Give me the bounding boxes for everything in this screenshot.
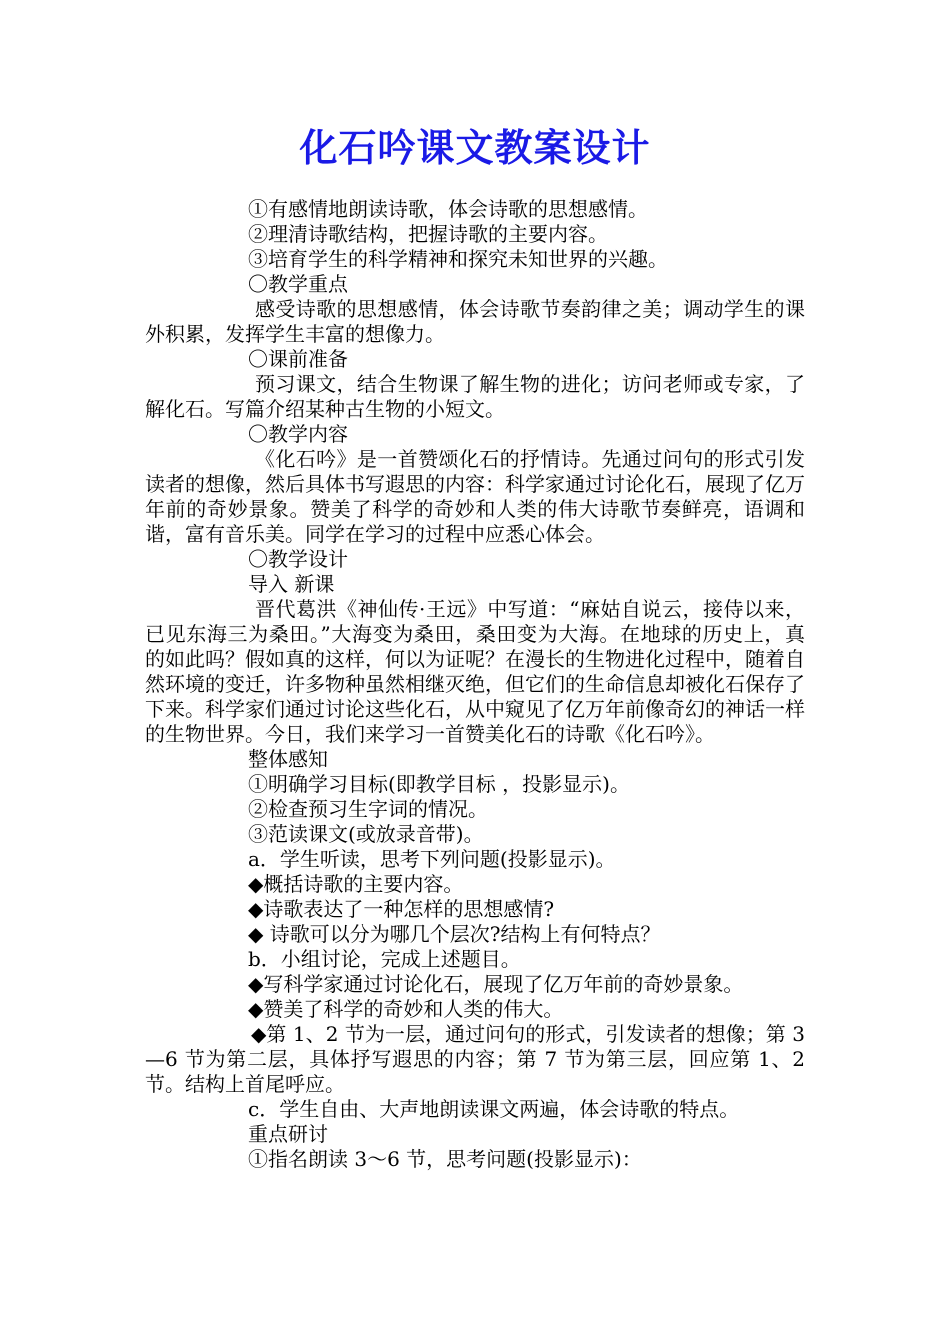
objective-1: ①有感情地朗读诗歌，体会诗歌的思想感情。 <box>248 197 648 221</box>
objective-2: ②理清诗歌结构，把握诗歌的主要内容。 <box>248 222 608 246</box>
content-heading: 〇教学内容 <box>248 422 348 446</box>
overall-item: ③范读课文(或放录音带)。 <box>248 822 484 846</box>
overall-item: ◆ 诗歌可以分为哪几个层次?结构上有何特点？ <box>248 922 661 946</box>
overall-item: ◆赞美了科学的奇妙和人类的伟大。 <box>248 997 564 1021</box>
intro-heading: 导入 新课 <box>248 572 335 596</box>
content-text: 《化石吟》是一首赞颂化石的抒情诗。先通过问句的形式引发读者的想像，然后具体书写遐思的内容：科学家通过讨论化石，展现了亿万年前的奇妙景象。赞美了科学的奇妙和人类的伟大诗歌节奏鲜亮，语调和谐，富有音乐美。同学在学习的过程中应悉心体会。 <box>145 447 805 546</box>
overall-item: ◆概括诗歌的主要内容。 <box>248 872 464 896</box>
overall-item: a．学生听读，思考下列问题(投影显示)。 <box>248 847 616 871</box>
design-heading: 〇教学设计 <box>248 547 348 571</box>
focus-text: 感受诗歌的思想感情，体会诗歌节奏韵律之美；调动学生的课外积累，发挥学生丰富的想像力。 <box>145 297 805 346</box>
document-body <box>145 197 805 1172</box>
focus-heading: 〇教学重点 <box>248 272 348 296</box>
overall-item: b．小组讨论，完成上述题目。 <box>248 947 521 971</box>
step-c: c．学生自由、大声地朗读课文两遍，体会诗歌的特点。 <box>248 1097 740 1121</box>
overall-item: ◆诗歌表达了一种怎样的思想感情? <box>248 897 555 921</box>
key-item-1: ①指名朗读 3～6 节，思考问题(投影显示)： <box>248 1147 642 1171</box>
prep-text: 预习课文，结合生物课了解生物的进化；访问老师或专家，了解化石。写篇介绍某种古生物的小短文。 <box>145 372 805 421</box>
document-title: 化石吟课文教案设计 <box>299 126 651 170</box>
overall-item: ◆写科学家通过讨论化石，展现了亿万年前的奇妙景象。 <box>248 972 744 996</box>
intro-text: 晋代葛洪《神仙传·王远》中写道：“麻姑自说云，接侍以来，已见东海三为桑田。”大海变为桑田，桑田变为大海。在地球的历史上，真的如此吗？假如真的这样，何以为证呢？在漫长的生物进化过程中，随着自然环境的变迁，许多物种虽然相继灭绝，但它们的生命信息却被化石保存了下来。科学家们通过讨论这些化石，从中窥见了亿万年前像奇幻的神话一样的生物世界。今日，我们来学习一首赞美化石的诗歌《化石吟》。 <box>145 597 805 746</box>
overall-heading: 整体感知 <box>248 747 328 771</box>
structure-answer: ◆第 1、2 节为一层，通过问句的形式，引发读者的想像；第 3—6 节为第二层，具体抒写遐思的内容；第 7 节为第三层，回应第 1、2 节。结构上首尾呼应。 <box>145 1022 805 1096</box>
overall-item: ①明确学习目标(即教学目标 ，投影显示)。 <box>248 772 630 796</box>
key-heading: 重点研讨 <box>248 1122 328 1146</box>
objective-3: ③培育学生的科学精神和探究未知世界的兴趣。 <box>248 247 668 271</box>
overall-item: ②检查预习生字词的情况。 <box>248 797 488 821</box>
prep-heading: 〇课前准备 <box>248 347 348 371</box>
